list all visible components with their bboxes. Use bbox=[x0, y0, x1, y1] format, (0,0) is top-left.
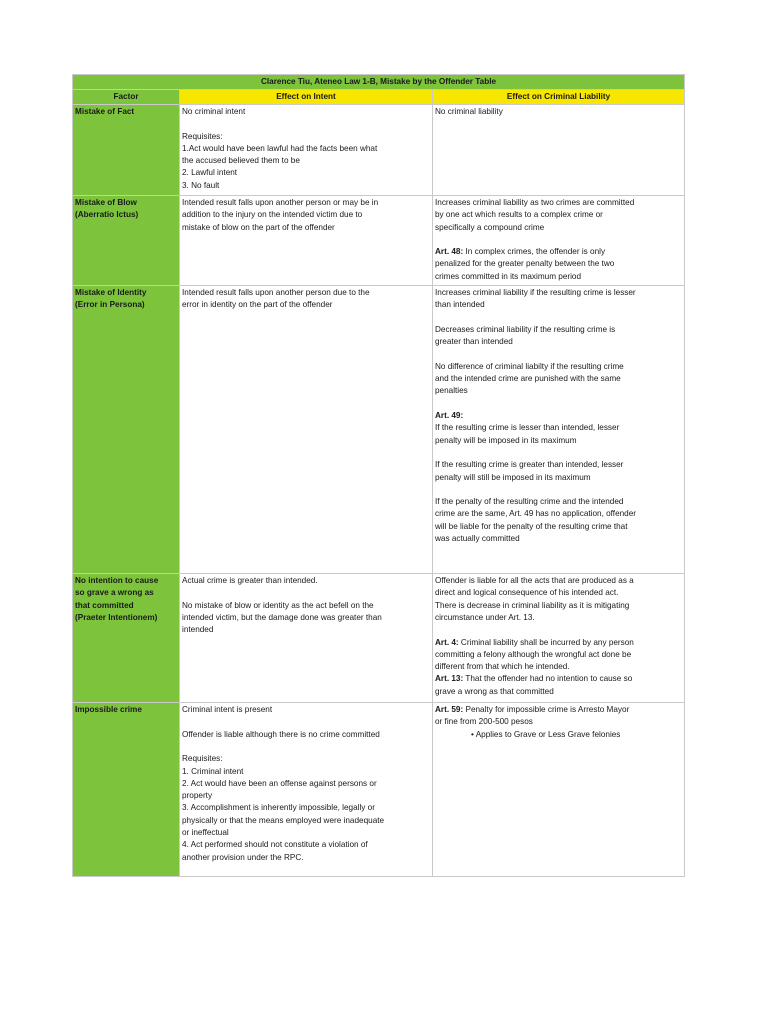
cell-line: If the resulting crime is greater than intended, lesser bbox=[435, 460, 624, 470]
cell-line: the accused believed them to be bbox=[182, 156, 300, 166]
cell-line: 4. Act performed should not constitute a violation of bbox=[182, 840, 368, 850]
cell-line bbox=[435, 410, 682, 422]
cell-line: penalized for the greater penalty between the two bbox=[435, 259, 615, 269]
cell-line: If the penalty of the resulting crime and the intended bbox=[435, 497, 624, 507]
cell-line: No difference of criminal liabilty if the resulting crime bbox=[435, 361, 624, 371]
table-header-row bbox=[73, 90, 685, 105]
cell-line: than intended bbox=[435, 300, 485, 310]
cell-line: was actually committed bbox=[435, 534, 520, 544]
intent-cell bbox=[180, 703, 433, 877]
liability-cell bbox=[433, 703, 685, 877]
cell-line: grave a wrong as that committed bbox=[435, 686, 554, 696]
liability-cell bbox=[433, 105, 685, 196]
cell-line: specifically a compound crime bbox=[435, 222, 545, 232]
cell-line: another provision under the RPC. bbox=[182, 852, 304, 862]
cell-line: crime are the same, Art. 49 has no application, offender bbox=[435, 509, 637, 519]
cell-line: Requisites: bbox=[182, 131, 223, 141]
cell-line: direct and logical consequence of his intended act. bbox=[435, 588, 619, 598]
cell-line: No intention to cause bbox=[75, 576, 159, 586]
cell-line: greater than intended bbox=[435, 337, 513, 347]
cell-line: penalty will still be imposed in its maximum bbox=[435, 472, 591, 482]
blank-line bbox=[435, 558, 682, 570]
cell-line: Mistake of Blow bbox=[75, 198, 137, 207]
cell-line: Mistake of Identity bbox=[75, 288, 147, 298]
blank-line bbox=[435, 624, 682, 636]
article-label: Art. 13: bbox=[435, 674, 464, 684]
table-row bbox=[73, 703, 685, 877]
cell-line: 1.Act would have been lawful had the facts been what bbox=[182, 143, 378, 153]
intent-cell bbox=[180, 105, 433, 196]
cell-line: property bbox=[182, 791, 213, 801]
cell-line: will be liable for the penalty of the resulting crime that bbox=[435, 521, 628, 531]
cell-line: Intended result falls upon another person due to the bbox=[182, 288, 370, 298]
header-factor: Factor bbox=[73, 90, 180, 105]
cell-line: Art. 4: Criminal liability shall be incurred by any person bbox=[435, 637, 634, 647]
table-row bbox=[73, 196, 685, 286]
table-row bbox=[73, 105, 685, 196]
blank-line bbox=[435, 447, 682, 459]
cell-line: and the intended crime are punished with the same bbox=[435, 374, 621, 384]
cell-line: Increases criminal liability as two crimes are committed bbox=[435, 198, 635, 207]
cell-line: (Aberratio Ictus) bbox=[75, 210, 139, 220]
cell-line: There is decrease in criminal liability as it is mitigating bbox=[435, 600, 630, 610]
cell-line: Art. 48: In complex crimes, the offender is only bbox=[435, 247, 606, 257]
mistake-table bbox=[72, 74, 685, 877]
cell-line: crimes committed in its maximum period bbox=[435, 271, 582, 281]
table-row bbox=[73, 574, 685, 703]
blank-line bbox=[182, 118, 430, 130]
cell-line: intended bbox=[182, 625, 214, 635]
blank-line bbox=[182, 741, 430, 753]
cell-line: (Praeter Intentionem) bbox=[75, 612, 158, 622]
cell-line: by one act which results to a complex crime or bbox=[435, 210, 603, 220]
cell-line: mistake of blow on the part of the offender bbox=[182, 222, 335, 232]
article-label: Art. 59: bbox=[435, 705, 464, 715]
header-effect-on-criminal-liability: Effect on Criminal Liability bbox=[433, 90, 685, 105]
cell-line: Criminal intent is present bbox=[182, 705, 273, 715]
cell-line: committing a felony although the wrongful act done be bbox=[435, 649, 632, 659]
cell-line: No mistake of blow or identity as the act befell on the bbox=[182, 600, 374, 610]
cell-line: that committed bbox=[75, 600, 134, 610]
cell-line: No criminal liability bbox=[435, 107, 503, 116]
cell-line: Mistake of Fact bbox=[75, 107, 135, 116]
cell-line: Requisites: bbox=[182, 754, 223, 764]
blank-line bbox=[435, 312, 682, 324]
header-effect-on-intent: Effect on Intent bbox=[180, 90, 433, 105]
table-row bbox=[73, 286, 685, 574]
cell-line: or ineffectual bbox=[182, 828, 229, 838]
cell-line: circumstance under Art. 13. bbox=[435, 612, 535, 622]
intent-cell bbox=[180, 286, 433, 574]
factor-cell bbox=[73, 105, 180, 196]
cell-line: different from that which he intended. bbox=[435, 662, 570, 672]
table-title-row bbox=[73, 75, 685, 90]
intent-cell bbox=[180, 196, 433, 286]
blank-line bbox=[435, 234, 682, 246]
cell-line: so grave a wrong as bbox=[75, 588, 154, 598]
factor-cell bbox=[73, 286, 180, 574]
cell-line: • Applies to Grave or Less Grave felonies bbox=[471, 729, 621, 739]
cell-line: intended victim, but the damage done was greater than bbox=[182, 612, 382, 622]
cell-line: Increases criminal liability if the resulting crime is lesser bbox=[435, 288, 636, 298]
cell-line: No criminal intent bbox=[182, 107, 246, 116]
cell-line: 2. Act would have been an offense against persons or bbox=[182, 778, 377, 788]
blank-line bbox=[435, 545, 682, 557]
blank-line bbox=[435, 398, 682, 410]
liability-cell bbox=[433, 286, 685, 574]
cell-line: 3. No fault bbox=[182, 180, 220, 190]
cell-line: Impossible crime bbox=[75, 705, 142, 715]
cell-line: 2. Lawful intent bbox=[182, 168, 238, 178]
table-title: Clarence Tiu, Ateneo Law 1-B, Mistake by the Offender Table bbox=[73, 75, 685, 90]
factor-cell bbox=[73, 196, 180, 286]
cell-line: 1. Criminal intent bbox=[182, 766, 244, 776]
cell-line: (Error in Persona) bbox=[75, 300, 145, 310]
blank-line bbox=[435, 484, 682, 496]
cell-line: penalties bbox=[435, 386, 468, 396]
cell-line: physically or that the means employed were inadequate bbox=[182, 815, 385, 825]
article-label: Art. 4: bbox=[435, 637, 459, 647]
cell-line: Decreases criminal liability if the resulting crime is bbox=[435, 324, 616, 334]
liability-cell bbox=[433, 196, 685, 286]
blank-line bbox=[435, 349, 682, 361]
liability-cell bbox=[433, 574, 685, 703]
blank-line bbox=[182, 716, 430, 728]
cell-line: Art. 59: Penalty for impossible crime is Arresto Mayor bbox=[435, 705, 630, 715]
factor-cell bbox=[73, 703, 180, 877]
cell-line: error in identity on the part of the offender bbox=[182, 300, 333, 310]
blank-line bbox=[182, 587, 430, 599]
cell-line: Offender is liable for all the acts that are produced as a bbox=[435, 576, 634, 586]
cell-line: Intended result falls upon another person or may be in bbox=[182, 198, 379, 207]
cell-line: or fine from 200-500 pesos bbox=[435, 717, 533, 727]
cell-line: Offender is liable although there is no crime committed bbox=[182, 729, 380, 739]
cell-line: If the resulting crime is lesser than intended, lesser bbox=[435, 423, 620, 433]
cell-line: Art. 13: That the offender had no intention to cause so bbox=[435, 674, 633, 684]
cell-line: addition to the injury on the intended victim due to bbox=[182, 210, 363, 220]
intent-cell bbox=[180, 574, 433, 703]
factor-cell bbox=[73, 574, 180, 703]
article-label: Art. 49: bbox=[435, 411, 464, 421]
cell-line: Actual crime is greater than intended. bbox=[182, 576, 318, 586]
cell-line: 3. Accomplishment is inherently impossible, legally or bbox=[182, 803, 375, 813]
cell-line: penalty will be imposed in its maximum bbox=[435, 435, 577, 445]
article-label: Art. 48: bbox=[435, 247, 464, 257]
